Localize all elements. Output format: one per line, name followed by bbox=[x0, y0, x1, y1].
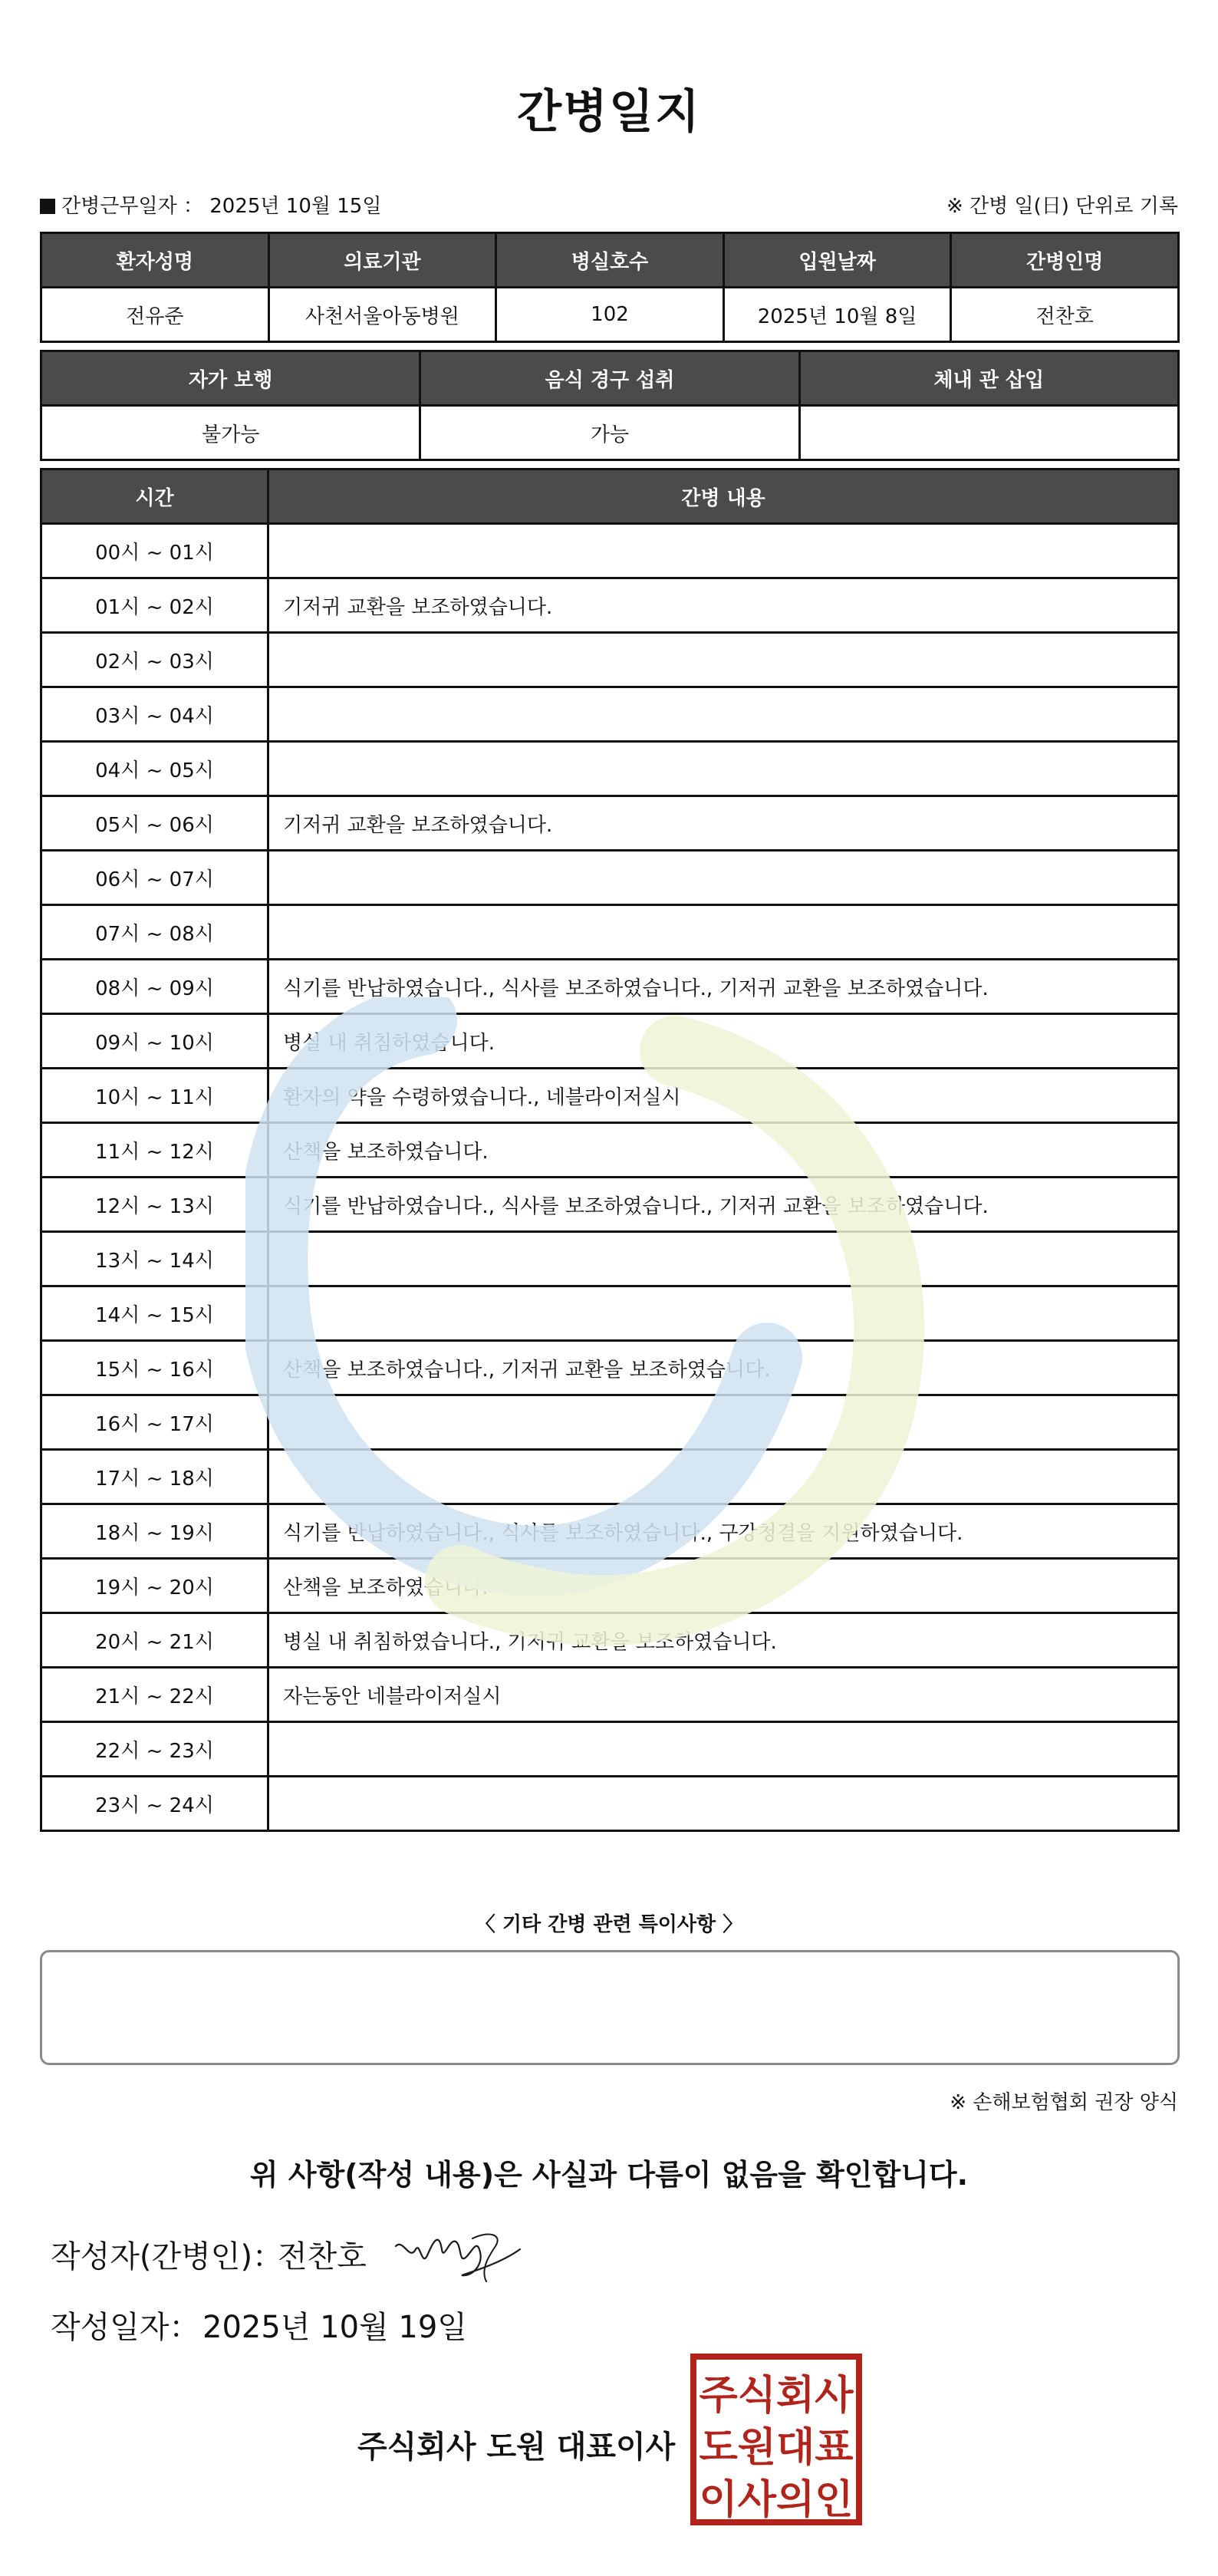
row-care-content: 식기를 반납하였습니다., 식사를 보조하였습니다., 기저귀 교환을 보조하였습니다. bbox=[268, 1178, 1179, 1232]
header-patient-name: 환자성명 bbox=[41, 233, 269, 288]
timetable-header-row bbox=[41, 469, 1179, 524]
row-care-content bbox=[268, 1777, 1179, 1831]
timetable-row bbox=[41, 1178, 1179, 1232]
row-care-content bbox=[268, 1450, 1179, 1504]
timetable-row bbox=[41, 1450, 1179, 1504]
timetable-row bbox=[41, 742, 1179, 796]
row-time: 00시 ~ 01시 bbox=[41, 524, 268, 578]
timetable-row bbox=[41, 1504, 1179, 1559]
header-time: 시간 bbox=[41, 469, 268, 524]
value-patient-name: 전유준 bbox=[41, 288, 269, 342]
page-title: 간병일지 bbox=[517, 85, 701, 139]
row-care-content bbox=[268, 1232, 1179, 1286]
timetable-row bbox=[41, 1722, 1179, 1777]
writer-name: 전찬호 bbox=[278, 2239, 367, 2275]
row-care-content: 산책을 보조하였습니다. bbox=[268, 1123, 1179, 1178]
timetable-row bbox=[41, 1123, 1179, 1178]
row-care-content bbox=[268, 905, 1179, 960]
header-room: 병실호수 bbox=[496, 233, 724, 288]
timetable-row bbox=[41, 687, 1179, 742]
timetable-row bbox=[41, 796, 1179, 851]
status-header-row bbox=[41, 351, 1179, 406]
patient-info-table bbox=[40, 232, 1180, 343]
value-self-walking: 불가능 bbox=[41, 406, 420, 460]
row-care-content bbox=[268, 742, 1179, 796]
square-bullet-icon bbox=[40, 199, 55, 214]
header-admission-date: 입원날짜 bbox=[723, 233, 951, 288]
row-care-content: 기저귀 교환을 보조하였습니다. bbox=[268, 578, 1179, 633]
timetable-row bbox=[41, 1286, 1179, 1341]
timetable-row bbox=[41, 633, 1179, 687]
timetable-row bbox=[41, 1613, 1179, 1668]
row-time: 02시 ~ 03시 bbox=[41, 633, 268, 687]
row-care-content: 자는동안 네블라이저실시 bbox=[268, 1668, 1179, 1722]
timetable-row bbox=[41, 851, 1179, 905]
value-admission-date: 2025년 10월 8일 bbox=[723, 288, 951, 342]
timetable-row bbox=[41, 905, 1179, 960]
record-note: ※ 간병 일(日) 단위로 기록 bbox=[946, 195, 1178, 218]
row-time: 22시 ~ 23시 bbox=[41, 1722, 268, 1777]
timetable-row bbox=[41, 1069, 1179, 1123]
special-notes-box bbox=[40, 1950, 1180, 2065]
header-tube-insertion: 체내 관 삽입 bbox=[799, 351, 1178, 406]
row-time: 07시 ~ 08시 bbox=[41, 905, 268, 960]
row-care-content bbox=[268, 1286, 1179, 1341]
row-time: 03시 ~ 04시 bbox=[41, 687, 268, 742]
timetable-row bbox=[41, 1341, 1179, 1395]
row-care-content: 환자의 약을 수령하였습니다., 네블라이저실시 bbox=[268, 1069, 1179, 1123]
row-time: 06시 ~ 07시 bbox=[41, 851, 268, 905]
patient-info-value-row bbox=[41, 288, 1179, 342]
row-time: 08시 ~ 09시 bbox=[41, 960, 268, 1014]
row-time: 17시 ~ 18시 bbox=[41, 1450, 268, 1504]
timetable-row bbox=[41, 1777, 1179, 1831]
header-self-walking: 자가 보행 bbox=[41, 351, 420, 406]
row-care-content: 병실 내 취침하였습니다. bbox=[268, 1014, 1179, 1069]
row-care-content: 병실 내 취침하였습니다., 기저귀 교환을 보조하였습니다. bbox=[268, 1613, 1179, 1668]
row-time: 19시 ~ 20시 bbox=[41, 1559, 268, 1613]
timetable-row bbox=[41, 1014, 1179, 1069]
header-hospital: 의료기관 bbox=[268, 233, 496, 288]
work-date-value: 2025년 10월 15일 bbox=[209, 195, 382, 218]
row-care-content bbox=[268, 687, 1179, 742]
row-time: 16시 ~ 17시 bbox=[41, 1395, 268, 1450]
row-care-content bbox=[268, 1722, 1179, 1777]
value-hospital: 사천서울아동병원 bbox=[268, 288, 496, 342]
row-care-content bbox=[268, 851, 1179, 905]
row-time: 13시 ~ 14시 bbox=[41, 1232, 268, 1286]
row-time: 23시 ~ 24시 bbox=[41, 1777, 268, 1831]
patient-info-header-row bbox=[41, 233, 1179, 288]
work-date-label: 간병근무일자 bbox=[61, 195, 177, 218]
company-seal-stamp bbox=[689, 2352, 864, 2527]
row-time: 04시 ~ 05시 bbox=[41, 742, 268, 796]
handwritten-signature bbox=[388, 2215, 526, 2292]
row-care-content: 식기를 반납하였습니다., 식사를 보조하였습니다., 기저귀 교환을 보조하였습니다. bbox=[268, 960, 1179, 1014]
value-caregiver: 전찬호 bbox=[951, 288, 1179, 342]
row-time: 18시 ~ 19시 bbox=[41, 1504, 268, 1559]
value-oral-intake: 가능 bbox=[420, 406, 799, 460]
row-care-content bbox=[268, 633, 1179, 687]
timetable-row bbox=[41, 1668, 1179, 1722]
row-care-content bbox=[268, 1395, 1179, 1450]
form-source-note: ※ 손해보험협회 권장 양식 bbox=[950, 2091, 1178, 2114]
row-time: 12시 ~ 13시 bbox=[41, 1178, 268, 1232]
seal-text-line-1: 주식회사 bbox=[699, 2373, 854, 2419]
timetable-row bbox=[41, 524, 1179, 578]
row-care-content: 산책을 보조하였습니다. bbox=[268, 1559, 1179, 1613]
row-time: 14시 ~ 15시 bbox=[41, 1286, 268, 1341]
row-care-content bbox=[268, 524, 1179, 578]
timetable-row bbox=[41, 578, 1179, 633]
row-time: 20시 ~ 21시 bbox=[41, 1613, 268, 1668]
row-time: 10시 ~ 11시 bbox=[41, 1069, 268, 1123]
timetable-row bbox=[41, 1559, 1179, 1613]
seal-text-line-2: 도원대표 bbox=[699, 2425, 854, 2471]
row-time: 21시 ~ 22시 bbox=[41, 1668, 268, 1722]
confirmation-statement: 위 사항(작성 내용)은 사실과 다름이 없음을 확인합니다. bbox=[249, 2158, 969, 2192]
work-date-separator: ： bbox=[183, 195, 203, 218]
care-timetable bbox=[40, 468, 1180, 1832]
writer-label: 작성자(간병인)： bbox=[51, 2239, 284, 2275]
value-room: 102 bbox=[496, 288, 724, 342]
row-care-content: 기저귀 교환을 보조하였습니다. bbox=[268, 796, 1179, 851]
patient-status-table bbox=[40, 350, 1180, 461]
timetable-row bbox=[41, 960, 1179, 1014]
row-care-content: 식기를 반납하였습니다., 식사를 보조하였습니다., 구강청결을 지원하였습니다. bbox=[268, 1504, 1179, 1559]
row-time: 01시 ~ 02시 bbox=[41, 578, 268, 633]
header-caregiver: 간병인명 bbox=[951, 233, 1179, 288]
written-date-label: 작성일자： bbox=[51, 2310, 200, 2345]
value-tube-insertion bbox=[799, 406, 1178, 460]
work-date-line bbox=[40, 190, 381, 219]
written-date-value: 2025년 10월 19일 bbox=[202, 2310, 467, 2345]
header-oral-intake: 음식 경구 섭취 bbox=[420, 351, 799, 406]
timetable-body bbox=[41, 524, 1179, 1831]
status-value-row bbox=[41, 406, 1179, 460]
header-care-content: 간병 내용 bbox=[268, 469, 1179, 524]
row-time: 15시 ~ 16시 bbox=[41, 1341, 268, 1395]
row-time: 05시 ~ 06시 bbox=[41, 796, 268, 851]
row-care-content: 산책을 보조하였습니다., 기저귀 교환을 보조하였습니다. bbox=[268, 1341, 1179, 1395]
timetable-row bbox=[41, 1232, 1179, 1286]
timetable-row bbox=[41, 1395, 1179, 1450]
row-time: 11시 ~ 12시 bbox=[41, 1123, 268, 1178]
row-time: 09시 ~ 10시 bbox=[41, 1014, 268, 1069]
seal-text-line-3: 이사의인 bbox=[699, 2477, 854, 2523]
notes-title: 〈 기타 간병 관련 특이사항 〉 bbox=[475, 1913, 743, 1936]
company-representative: 주식회사 도원 대표이사 bbox=[357, 2429, 676, 2465]
